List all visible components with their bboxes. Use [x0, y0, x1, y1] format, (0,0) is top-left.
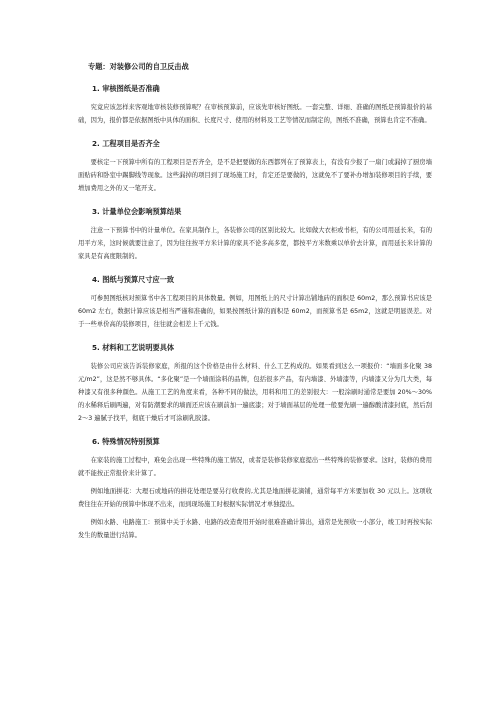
section-6-paragraph-2: 例如地面拼花：大理石或地砖的拼花处理是要另行收费的,尤其是地面拼花滴铺，通常每平方米要加收 30 元以上。这项收费往往在开始的预算中体现不出来，而到现场施工时根据实际情况才单独提出。 [78, 488, 432, 508]
section-heading-5: 5. 材料和工艺说明要具体 [92, 343, 175, 352]
document-title: 专题：对装修公司的自卫反击战 [88, 62, 189, 71]
section-heading-1: 1. 审核图纸是否准确 [92, 84, 160, 93]
section-6-paragraph-3: 例如水路、电路施工：预算中关于水路、电路的改造费用开始时很难准确计算出，通常是先预收一小部分，竣工时再按实际发生的数量进行结算。 [78, 519, 432, 539]
section-heading-3: 3. 计量单位会影响预算结果 [92, 207, 182, 216]
section-2-paragraph-1: 要核定一下预算中所有的工程项目是否齐全，是不是把要做的东西都列在了预算表上，有没有少报了一扇门或漏掉了厨房墙面贴砖和卧室中踢脚线等现象。这些漏掉的项目到了现场施工时，肯定还是要做的，这就免不了要补办增加装修项目的手续，要增加费用之外的又一笔开支。 [78, 159, 432, 192]
section-3-paragraph-1: 注意一下预算书中的计量单位。在家具制作上，各装修公司的区别比较大。比如做大衣柜或书柜，有的公司用延长米，有的用平方米，这时候就要注意了，因为往往按平方米计算的家具不论多高多宽，都按平方米数乘以单价去计算，而用延长米计算的家具是有高度限制的。 [78, 227, 432, 260]
section-1-paragraph-1: 究竟应该怎样来客观地审核装修预算呢？在审核预算前，应该先审核好图纸。一套完整、详细、准确的图纸是预算报价的基础，因为，报价都是依据图纸中具体的面积、长度尺寸、使用的材料及工艺等情况而制定的，图纸不准确，预算也肯定不准确。 [78, 104, 432, 124]
section-6-paragraph-1: 在家装的施工过程中，难免会出现一些特殊的施工情况，或者是装修装修家庭提出一些特殊的装修要求。这时，装修的费用就不能按正常报价来计算了。 [78, 457, 432, 477]
section-heading-2: 2. 工程项目是否齐全 [92, 139, 160, 148]
section-5-paragraph-1: 装修公司应该告诉装修家庭，所报的这个价格是由什么材料、什么工艺构成的。如果看到这么一项报价：“墙面多化聚 38 元/m2”，这是然不够具体。“多化聚”是一个墙面涂料的品牌，包括很多产品，有内墙漆、外墙漆等，内墙漆又分为几大类，每种漆又有很多种颜色。从施工工艺的角度来看，各种不同的做法，用料和用工的差别很大：一般涂刷时通常是要加 20%～30%的水稀释后刷两遍，对有防潮要求的墙面还应该在刷前加一遍底漆；对于墙面基层的处理一般要先刷一遍醇酸清漆封底，然后刮 2～3 遍腻子找平，彻底干燥后才可涂刷乳胶漆。 [78, 363, 432, 422]
section-heading-6: 6. 特殊情况特别预算 [92, 437, 160, 446]
section-4-paragraph-1: 可参照图纸核对预算书中各工程项目的具体数量。例如，用图纸上的尺寸计算出铺地砖的面积是 60m2，那么预算书应该是 60m2 左右，数据计算应该是相当严谨和准确的，如果按图纸计算的面积是 60m2，而预算书是 65m2，这就是明显误差。对于一些单价高的装修项目，往往就会相差上千元钱。 [78, 295, 432, 328]
section-heading-4: 4. 图纸与预算尺寸应一致 [92, 275, 175, 284]
